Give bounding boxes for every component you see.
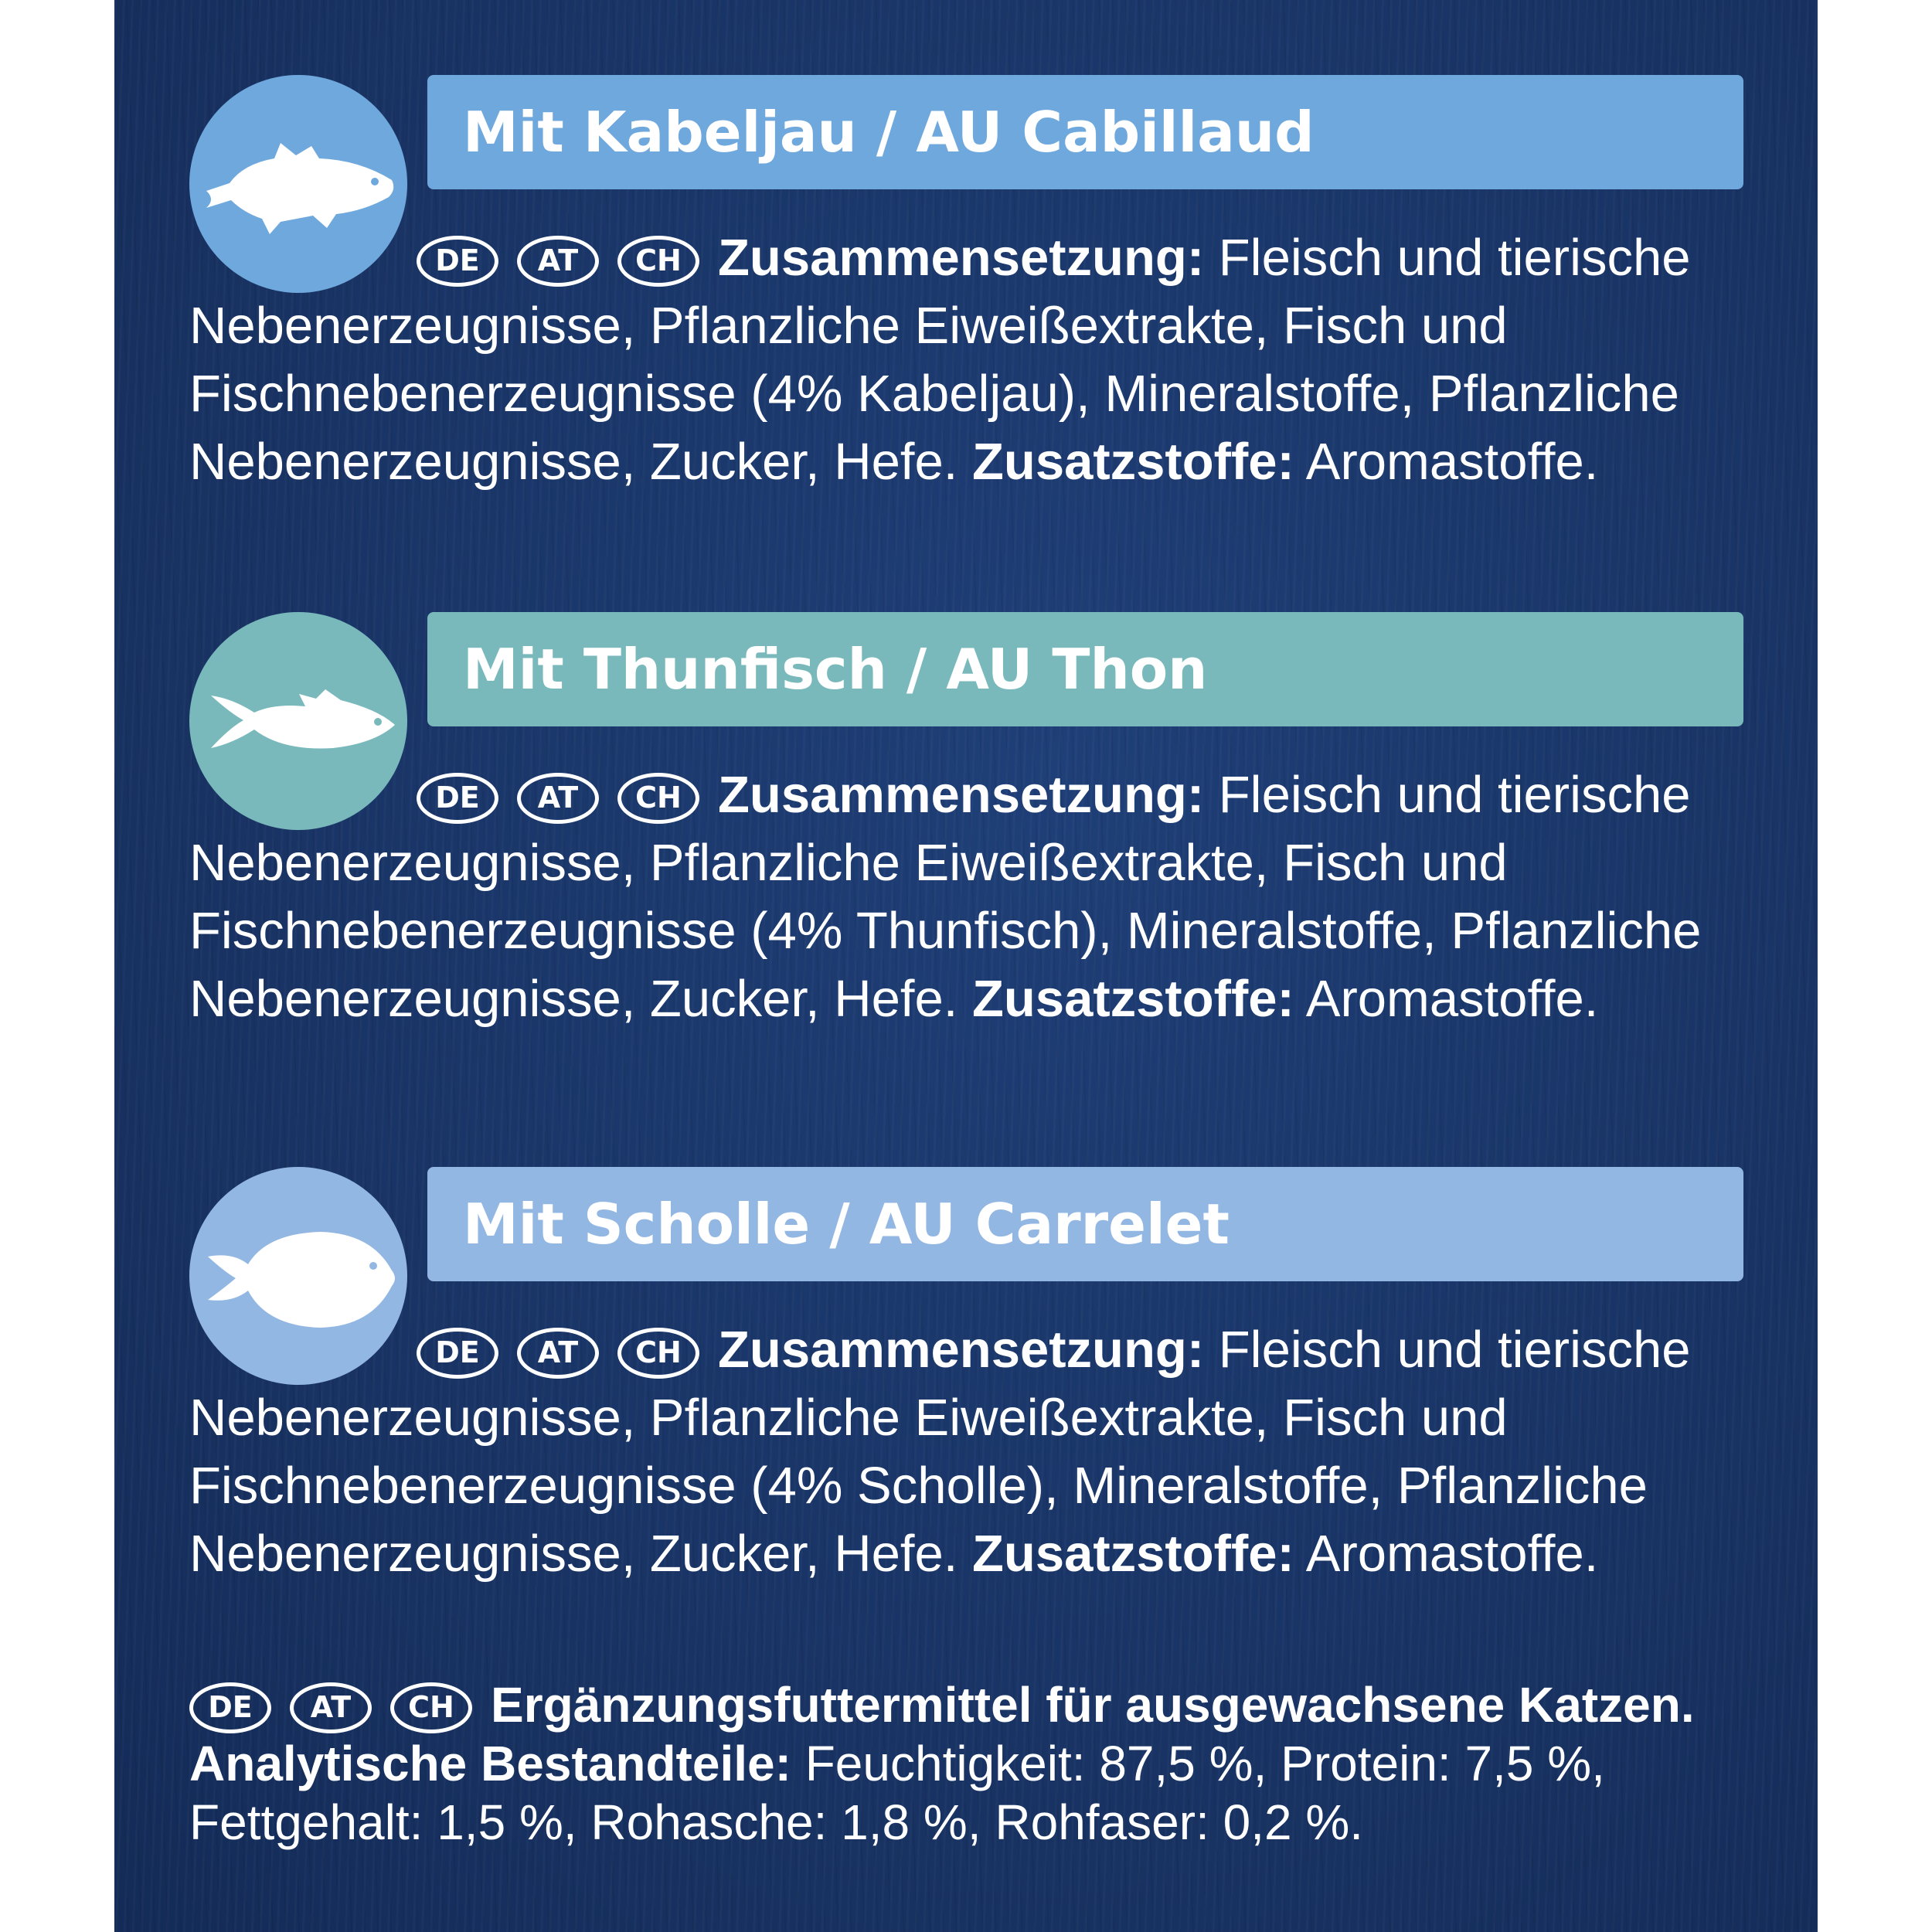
section-title: Mit Kabeljau / AU Cabillaud (463, 100, 1315, 165)
analysis-value: Feuchtigkeit: 87,5 %, Protein: 7,5 %, Fettgehalt: 1,5 %, Rohasche: 1,8 %, Rohfaser: 0,2 %. (189, 1736, 1605, 1850)
composition-label: Zusammensetzung: (718, 766, 1205, 824)
additives-value: Aromastoffe. (1294, 1525, 1599, 1583)
section-title: Mit Thunfisch / AU Thon (463, 637, 1208, 702)
composition-text (189, 224, 1750, 496)
ingredients-panel (114, 0, 1818, 1932)
section-plaice (114, 1167, 1818, 1600)
additives-value: Aromastoffe. (1294, 970, 1599, 1028)
composition-text (189, 761, 1750, 1033)
analysis-label: Analytische Bestandteile: (189, 1736, 791, 1791)
badge-at: AT (517, 1328, 599, 1379)
composition-value: Fleisch und tierische Nebenerzeugnisse, Pflanzliche Eiweißextrakte, Fisch und Fischnebenerzeugnisse (4% Kabeljau), Mineralstoffe, Pflanzliche Nebenerzeugnisse, Zucker, Hefe. (189, 229, 1691, 491)
composition-value: Fleisch und tierische Nebenerzeugnisse, Pflanzliche Eiweißextrakte, Fisch und Fischnebenerzeugnisse (4% Thunfisch), Mineralstoffe, Pflanzliche Nebenerzeugnisse, Zucker, Hefe. (189, 766, 1702, 1028)
badge-ch: CH (390, 1682, 472, 1733)
composition-label: Zusammensetzung: (718, 1321, 1205, 1379)
section-cod (114, 75, 1818, 508)
section-title: Mit Scholle / AU Carrelet (463, 1192, 1230, 1257)
composition-value: Fleisch und tierische Nebenerzeugnisse, Pflanzliche Eiweißextrakte, Fisch und Fischnebenerzeugnisse (4% Scholle), Mineralstoffe, Pflanzliche Nebenerzeugnisse, Zucker, Hefe. (189, 1321, 1691, 1583)
badge-ch: CH (617, 236, 699, 287)
badge-ch: CH (617, 1328, 699, 1379)
badge-at: AT (290, 1682, 372, 1733)
badge-at: AT (517, 236, 599, 287)
product-type: Ergänzungsfuttermittel für ausgewachsene Katzen. (491, 1677, 1695, 1733)
badge-de: DE (189, 1682, 271, 1733)
composition-text (189, 1316, 1750, 1588)
additives-value: Aromastoffe. (1294, 433, 1599, 491)
badge-de: DE (417, 236, 498, 287)
additives-label: Zusatzstoffe: (971, 433, 1294, 491)
badge-at: AT (517, 773, 599, 824)
section-tuna (114, 612, 1818, 1045)
section-title-banner (427, 75, 1743, 189)
badge-de: DE (417, 1328, 498, 1379)
section-title-banner (427, 1167, 1743, 1281)
composition-label: Zusammensetzung: (718, 229, 1205, 287)
badge-de: DE (417, 773, 498, 824)
section-title-banner (427, 612, 1743, 726)
badge-ch: CH (617, 773, 699, 824)
analysis-footer (189, 1675, 1781, 1852)
additives-label: Zusatzstoffe: (971, 1525, 1294, 1583)
additives-label: Zusatzstoffe: (971, 970, 1294, 1028)
